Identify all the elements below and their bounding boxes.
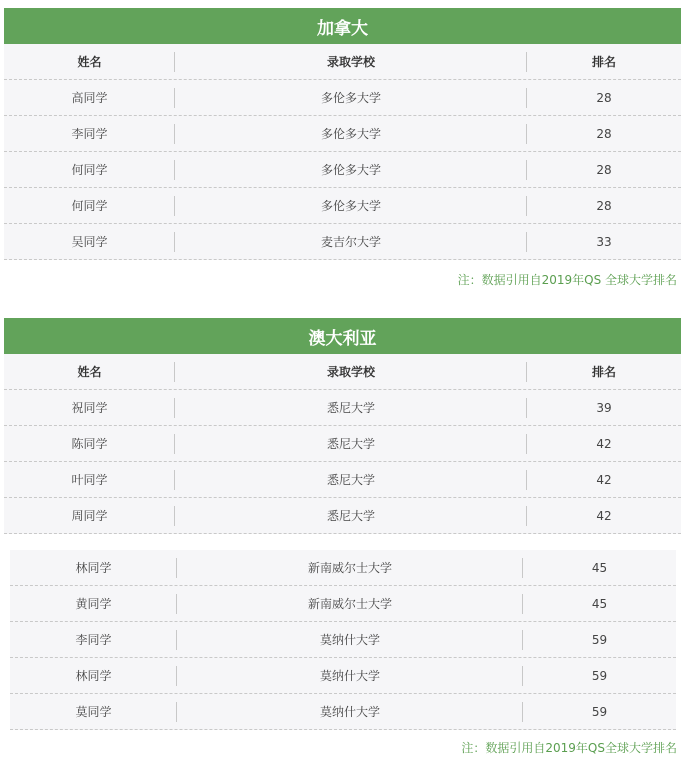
table-row (4, 188, 681, 224)
student-name: 何同学 (4, 188, 175, 223)
header-rank: 排名 (591, 55, 616, 69)
canada-source-note: 注：数据引用自2019年QS 全球大学排名 (457, 273, 677, 287)
table-row (10, 658, 676, 694)
school-rank: 28 (596, 162, 612, 177)
student-name: 周同学 (4, 498, 175, 533)
table-row (4, 462, 681, 498)
school-rank: 59 (591, 632, 608, 647)
australia-table (4, 354, 681, 534)
table-row (4, 152, 681, 188)
school-rank: 45 (591, 560, 608, 575)
header-name: 姓名 (4, 354, 175, 389)
school-rank: 28 (596, 198, 612, 213)
school-rank: 39 (596, 400, 612, 415)
canada-title: 加拿大 (4, 8, 681, 44)
school-name: 新南威尔士大学 (177, 550, 523, 585)
table-row (4, 498, 681, 534)
table-row (4, 390, 681, 426)
student-name: 黄同学 (10, 586, 177, 621)
student-name: 陈同学 (4, 426, 175, 461)
student-name: 莫同学 (10, 694, 177, 729)
school-name: 悉尼大学 (175, 498, 527, 533)
table-header-row (4, 44, 681, 80)
student-name: 林同学 (10, 658, 177, 693)
student-name: 祝同学 (4, 390, 175, 425)
student-name: 高同学 (4, 80, 175, 115)
school-name: 悉尼大学 (175, 390, 527, 425)
school-rank: 33 (596, 234, 612, 249)
school-rank: 42 (596, 508, 612, 523)
school-name: 莫纳什大学 (177, 694, 523, 729)
table-row (4, 426, 681, 462)
school-rank: 59 (591, 704, 608, 719)
header-school: 录取学校 (175, 354, 527, 389)
student-name: 林同学 (10, 550, 177, 585)
australia-title: 澳大利亚 (4, 318, 681, 354)
table-row (4, 80, 681, 116)
school-name: 多伦多大学 (175, 116, 527, 151)
student-name: 吴同学 (4, 224, 175, 259)
table-row (10, 622, 676, 658)
school-rank: 59 (591, 668, 608, 683)
table-row (10, 694, 676, 730)
school-name: 莫纳什大学 (177, 622, 523, 657)
school-rank: 42 (596, 472, 612, 487)
school-rank: 45 (591, 596, 608, 611)
school-rank: 28 (596, 126, 612, 141)
school-name: 悉尼大学 (175, 426, 527, 461)
school-name: 莫纳什大学 (177, 658, 523, 693)
school-name: 多伦多大学 (175, 152, 527, 187)
header-name: 姓名 (4, 44, 175, 79)
school-rank: 28 (596, 90, 612, 105)
school-rank: 42 (596, 436, 612, 451)
table-row (4, 116, 681, 152)
school-name: 多伦多大学 (175, 80, 527, 115)
canada-section (4, 8, 681, 300)
student-name: 叶同学 (4, 462, 175, 497)
header-school: 录取学校 (175, 44, 527, 79)
school-name: 悉尼大学 (175, 462, 527, 497)
canada-table (4, 44, 681, 260)
australia-table-continued (10, 550, 676, 730)
table-row (10, 586, 676, 622)
school-name: 多伦多大学 (175, 188, 527, 223)
student-name: 李同学 (4, 116, 175, 151)
school-name: 麦吉尔大学 (175, 224, 527, 259)
student-name: 李同学 (10, 622, 177, 657)
header-rank: 排名 (591, 365, 616, 379)
student-name: 何同学 (4, 152, 175, 187)
table-row (10, 550, 676, 586)
australia-section (4, 318, 681, 534)
table-row (4, 224, 681, 260)
school-name: 新南威尔士大学 (177, 586, 523, 621)
australia-source-note: 注：数据引用自2019年QS全球大学排名 (461, 741, 677, 755)
table-header-row (4, 354, 681, 390)
